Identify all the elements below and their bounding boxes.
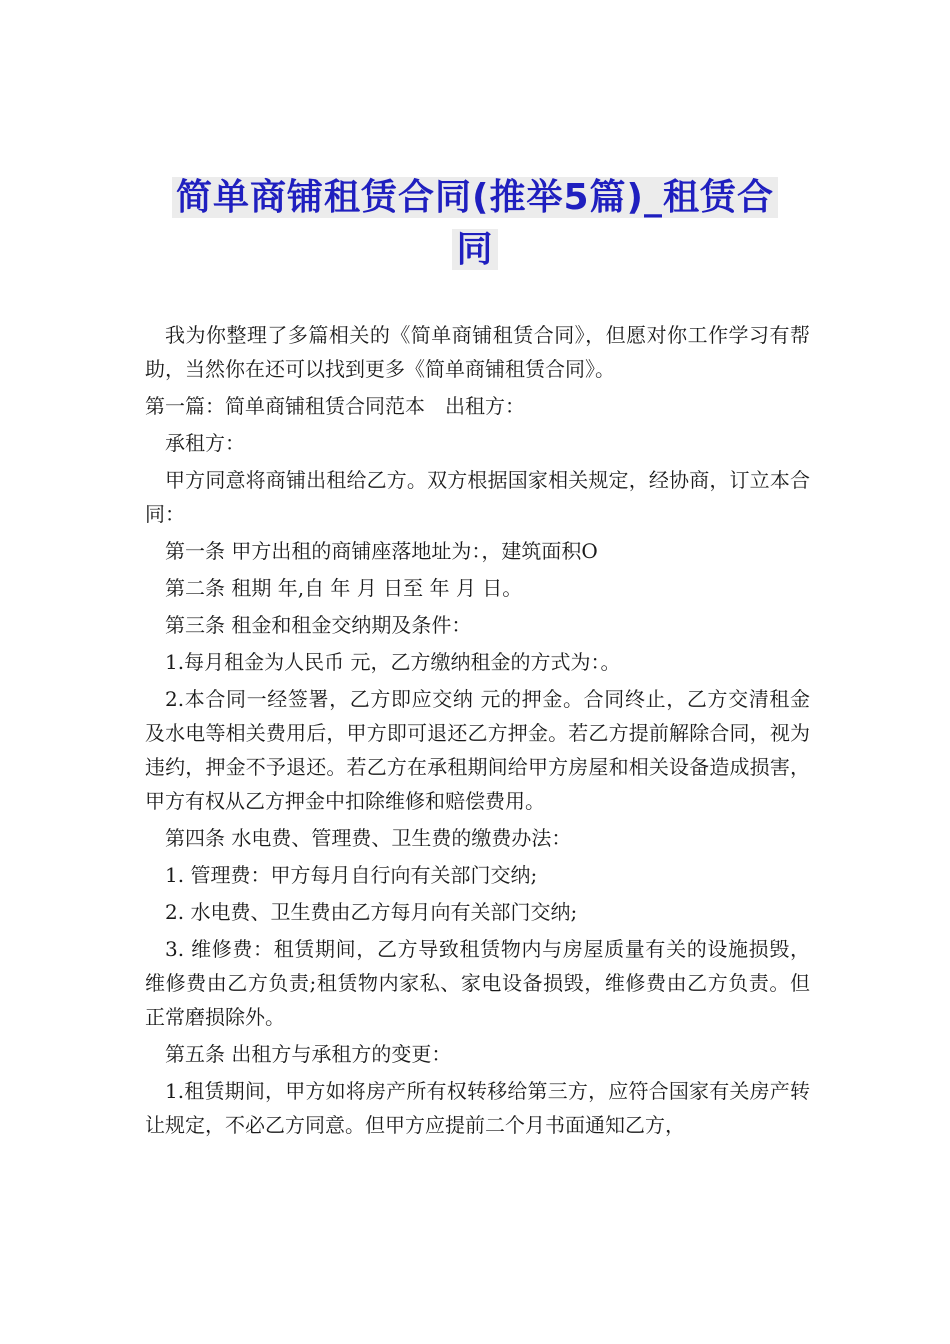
paragraph-agreement: 甲方同意将商铺出租给乙方。双方根据国家相关规定，经协商，订立本合同： [145, 468, 810, 526]
paragraph-article-5-item-1: 1.租赁期间，甲方如将房产所有权转移给第三方，应符合国家有关房产转让规定，不必乙方同意。但甲方应提前二个月书面通知乙方， [145, 1079, 810, 1137]
paragraph-article-3: 第三条 租金和租金交纳期及条件： [165, 613, 472, 637]
paragraph-article-5: 第五条 出租方与承租方的变更： [165, 1042, 452, 1066]
title-line-1: 简单商铺租赁合同(推举5篇)_租赁合 [172, 177, 778, 218]
paragraph-article-2: 第二条 租期 年,自 年 月 日至 年 月 日。 [165, 576, 523, 600]
paragraph-article-4-item-1: 1. 管理费：甲方每月自行向有关部门交纳; [165, 863, 538, 887]
paragraph-article-3-item-1: 1.每月租金为人民币 元，乙方缴纳租金的方式为：。 [165, 650, 621, 674]
paragraph-article-3-item-2: 2.本合同一经签署，乙方即应交纳 元的押金。合同终止，乙方交清租金及水电等相关费用后，甲方即可退还乙方押金。若乙方提前解除合同，视为违约，押金不予退还。若乙方在承租期间给甲方房屋和相关设备造成损害，甲方有权从乙方押金中扣除维修和赔偿费用。 [145, 687, 810, 813]
paragraph-chapter-1: 第一篇：简单商铺租赁合同范本 出租方： [145, 394, 525, 418]
title-line-2: 同 [452, 229, 497, 270]
paragraph-article-4-item-2: 2. 水电费、卫生费由乙方每月向有关部门交纳; [165, 900, 578, 924]
paragraph-article-1: 第一条 甲方出租的商铺座落地址为：，建筑面积O [165, 539, 598, 563]
document-body [145, 318, 810, 1145]
paragraph-intro: 我为你整理了多篇相关的《简单商铺租赁合同》，但愿对你工作学习有帮助，当然你在还可以找到更多《简单商铺租赁合同》。 [145, 323, 810, 381]
paragraph-article-4-item-3: 3. 维修费：租赁期间，乙方导致租赁物内与房屋质量有关的设施损毁，维修费由乙方负责;租赁物内家私、家电设备损毁，维修费由乙方负责。但正常磨损除外。 [145, 937, 810, 1029]
paragraph-lessee: 承租方： [165, 431, 245, 455]
paragraph-article-4: 第四条 水电费、管理费、卫生费的缴费办法： [165, 826, 572, 850]
document-title [145, 172, 805, 276]
